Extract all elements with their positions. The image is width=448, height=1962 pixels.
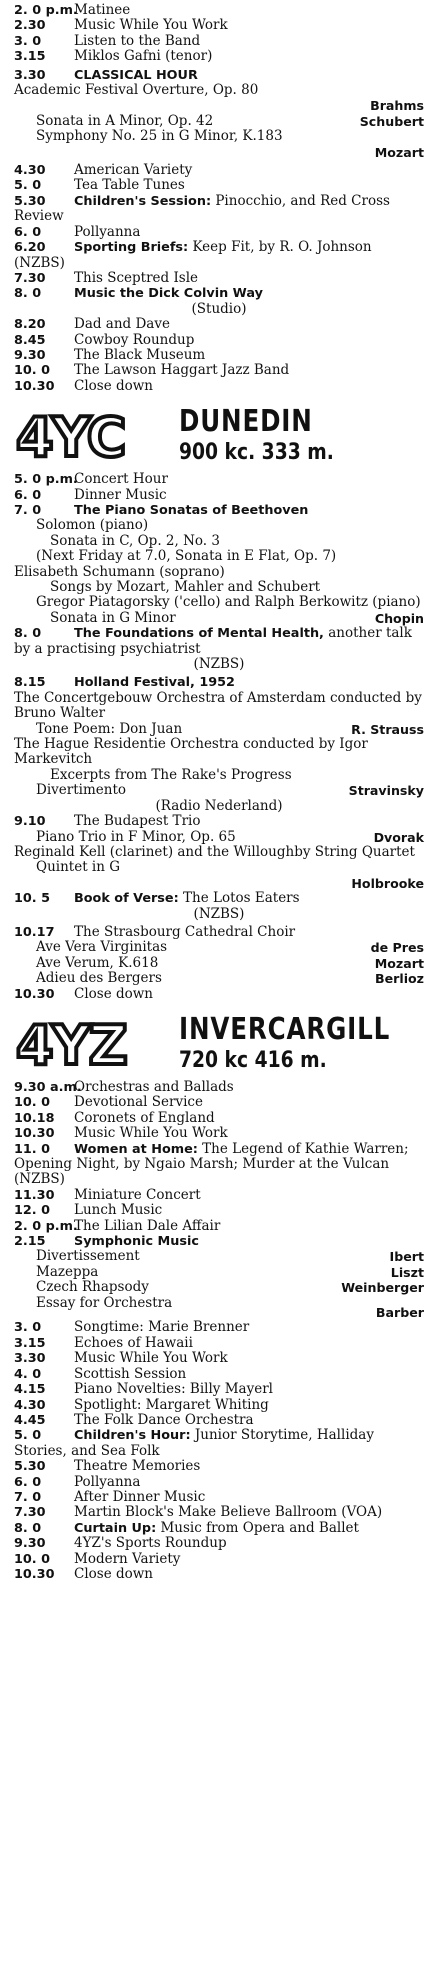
work-title: Piano Trio in F Minor, Op. 65 (36, 828, 236, 845)
programme-line: Songs by Mozart, Mahler and Schubert (50, 579, 321, 595)
listing-time: 12. 0 (14, 1203, 51, 1219)
listing-heading: The Foundations of Mental Health, (74, 626, 324, 642)
listing-time: 9.30 (14, 1536, 46, 1552)
listing-heading: Book of Verse: (74, 891, 179, 907)
work-title: Mazeppa (36, 1263, 99, 1280)
listing-title: Songtime: Marie Brenner (74, 1319, 250, 1336)
listing-title: Cowboy Roundup (74, 331, 195, 348)
listing-time: 11. 0 (14, 1141, 51, 1157)
listing-row (14, 1351, 424, 1366)
listing-row (14, 472, 424, 487)
listing-time: 10.30 (14, 986, 55, 1002)
listing-title: The Lawson Haggart Jazz Band (74, 362, 290, 379)
listing-time: 10.18 (14, 1110, 55, 1126)
listing-time: 8. 0 (14, 1520, 42, 1536)
listing-title: Pinocchio, and Red Cross Review (14, 192, 390, 225)
work-title: Academic Festival Overture, Op. 80 (14, 82, 259, 99)
listing-title: 4YZ's Sports Roundup (74, 1535, 227, 1552)
work-title: Ave Vera Virginitas (36, 939, 168, 956)
listing-row (14, 348, 424, 363)
listing-time: 2.15 (14, 1234, 46, 1250)
listing-time: 8.45 (14, 332, 46, 348)
listing-time: 10.30 (14, 1126, 55, 1142)
listing-heading: Symphonic Music (74, 1234, 199, 1250)
listing-time: 5.30 (14, 193, 46, 209)
listing-row (14, 1126, 424, 1141)
source-note: (NZBS) (193, 656, 245, 673)
listing-time: 11.30 (14, 1187, 55, 1203)
programme-line: Quintet in G (36, 859, 120, 876)
work-title: Essay for Orchestra (36, 1294, 173, 1311)
listing-time: 4.45 (14, 1412, 46, 1428)
source-note: (Studio) (191, 300, 247, 317)
listing-row (14, 18, 424, 33)
listing-row (14, 240, 424, 271)
listing-heading: Sporting Briefs: (74, 240, 189, 256)
listing-title: Keep Fit, by R. O. Johnson (NZBS) (14, 239, 372, 271)
listing-time: 2. 0 p.m. (14, 3, 78, 18)
listing-title: Matinee (74, 2, 131, 18)
listing-title: Music While You Work (74, 17, 228, 34)
listing-row (14, 1203, 424, 1218)
listing-time: 10.17 (14, 924, 55, 940)
listing-row (14, 626, 424, 657)
station-frequency: 900 kc. 333 m. (179, 440, 334, 466)
programme-line (14, 611, 424, 626)
listing-row (14, 1490, 424, 1505)
listing-title: The Black Museum (74, 346, 206, 363)
listing-row (14, 1080, 424, 1095)
listing-time: 8.15 (14, 675, 46, 691)
listing-time: 9.30 a.m. (14, 1079, 82, 1095)
listing-row (14, 379, 424, 394)
listing-title: Pollyanna (74, 1473, 141, 1490)
programme-line: The Concertgebouw Orchestra of Amsterdam conducted by Bruno Walter (14, 689, 422, 722)
listing-row (14, 503, 424, 518)
listing-heading: Children's Hour: (74, 1428, 191, 1444)
listing-time: 5. 0 p.m. (14, 472, 78, 488)
listing-time: 10. 0 (14, 363, 51, 379)
composer: Schubert (359, 113, 424, 129)
programme-line: The Hague Residentie Orchestra conducted by Igor Markevitch (14, 736, 368, 768)
listing-title: Music While You Work (74, 1350, 228, 1367)
composer: Barber (375, 1305, 424, 1321)
programme-line: (Next Friday at 7.0, Sonata in E Flat, Op. 7) (36, 548, 337, 565)
listing-row (14, 363, 424, 378)
station-city: DUNEDIN (179, 404, 313, 440)
listing-time: 3.30 (14, 1351, 46, 1367)
listing-time: 10.30 (14, 1566, 55, 1582)
listing-title: Spotlight: Margaret Whiting (74, 1396, 269, 1413)
listing-time: 9.30 (14, 347, 46, 363)
programme-line: Elisabeth Schumann (soprano) (14, 563, 225, 580)
listing-time: 7. 0 (14, 502, 42, 518)
listing-title: Modern Variety (74, 1550, 181, 1567)
listing-title: The Lilian Dale Affair (74, 1217, 221, 1234)
listing-heading: The Piano Sonatas of Beethoven (74, 502, 309, 518)
programme-line (14, 129, 424, 144)
listing-row (14, 1552, 424, 1567)
work-title: Tone Poem: Don Juan (36, 720, 183, 737)
listing-row (14, 3, 424, 18)
listing-title: Theatre Memories (74, 1458, 201, 1475)
listing-time: 3. 0 (14, 1320, 42, 1336)
work-title: Sonata in G Minor (50, 609, 176, 626)
work-title: Adieu des Bergers (36, 970, 162, 987)
listing-row (14, 488, 424, 503)
station-header-4yz (14, 1010, 424, 1080)
programme-line: Reginald Kell (clarinet) and the Willoughby String Quartet (14, 843, 415, 860)
programme-line (14, 830, 424, 845)
listing-row (14, 163, 424, 178)
station-logo (14, 406, 164, 464)
listing-row (14, 1459, 424, 1474)
listing-time: 5. 0 (14, 178, 42, 194)
programme-line (14, 956, 424, 971)
station-frequency: 720 kc 416 m. (179, 1047, 327, 1073)
programme-line (14, 1265, 424, 1280)
programme-line (14, 971, 424, 986)
listing-time: 6. 0 (14, 487, 42, 503)
listing-time: 3.15 (14, 49, 46, 65)
station-logo (14, 1014, 164, 1072)
listing-row (14, 1567, 424, 1582)
programme-line: Sonata in C, Op. 2, No. 3 (50, 532, 220, 549)
listing-title: The Lotos Eaters (178, 890, 300, 907)
listing-title: Scottish Session (74, 1365, 187, 1382)
listing-row (14, 1536, 424, 1551)
listing-time: 3.15 (14, 1335, 46, 1351)
listing-title: Miniature Concert (74, 1186, 201, 1203)
listing-time: 5. 0 (14, 1428, 42, 1444)
logo-text: 4YC (16, 406, 125, 465)
listing-row (14, 1142, 424, 1188)
listing-heading: Curtain Up: (74, 1520, 157, 1536)
listing-row (14, 1111, 424, 1126)
listing-time: 8.20 (14, 317, 46, 333)
listing-title: Echoes of Hawaii (74, 1334, 193, 1351)
composer: Brahms (370, 98, 424, 114)
composer: Mozart (374, 144, 424, 160)
listing-title: The Strasbourg Cathedral Choir (74, 923, 296, 940)
station-city: INVERCARGILL (179, 1011, 391, 1047)
radio-listings (14, 3, 424, 1582)
listing-time: 8. 0 (14, 286, 42, 302)
listing-row (14, 1336, 424, 1351)
listing-time: 2.30 (14, 18, 46, 34)
listing-row (14, 68, 424, 83)
listing-row (14, 1521, 424, 1536)
work-title: Divertissement (36, 1248, 140, 1265)
listing-title: Orchestras and Ballads (74, 1078, 234, 1095)
listing-heading: Children's Session: (74, 193, 212, 209)
listing-time: 8. 0 (14, 626, 42, 642)
listing-row (14, 34, 424, 49)
composer: Chopin (374, 610, 424, 626)
programme-line: Excerpts from The Rake's Progress (50, 766, 292, 783)
composer: Stravinsky (348, 783, 424, 799)
listing-time: 7.30 (14, 270, 46, 286)
listing-time: 2. 0 p.m. (14, 1218, 78, 1234)
listing-title: Music from Opera and Ballet (156, 1519, 359, 1536)
listing-row (14, 1398, 424, 1413)
listing-heading: CLASSICAL HOUR (74, 67, 198, 83)
composer: Weinberger (341, 1280, 424, 1296)
programme-line (14, 1249, 424, 1264)
listing-title: Close down (74, 1565, 154, 1582)
listing-title: Junior Storytime, Halliday Stories, and Sea Folk (14, 1427, 374, 1459)
listing-title: Music While You Work (74, 1125, 228, 1142)
listing-title: Miklos Gafni (tenor) (74, 48, 213, 65)
listing-row (14, 1428, 424, 1459)
listing-title: Lunch Music (74, 1202, 163, 1219)
listing-time: 10. 0 (14, 1095, 51, 1111)
station-header-4yc (14, 402, 424, 472)
listing-title: The Budapest Trio (74, 813, 201, 830)
listing-time: 4. 0 (14, 1366, 42, 1382)
listing-time: 6.20 (14, 240, 46, 256)
listing-row (14, 675, 424, 690)
listing-row (14, 1413, 424, 1428)
composer: Ibert (389, 1249, 424, 1265)
listing-time: 7. 0 (14, 1489, 42, 1505)
listing-row (14, 1095, 424, 1110)
listing-title: The Legend of Kathie Warren; Opening Night, by Ngaio Marsh; Murder at the Vulcan (NZBS) (14, 1140, 409, 1188)
listing-title: Concert Hour (74, 471, 168, 488)
listing-row (14, 1382, 424, 1397)
listing-row (14, 271, 424, 286)
work-title: Divertimento (36, 782, 126, 799)
listing-title: American Variety (74, 162, 193, 179)
listing-title: Close down (74, 377, 154, 394)
listing-time: 7.30 (14, 1505, 46, 1521)
listing-title: Coronets of England (74, 1109, 215, 1126)
listing-row (14, 925, 424, 940)
listing-row (14, 225, 424, 240)
listing-title: Dad and Dave (74, 316, 170, 333)
listing-title: Close down (74, 985, 154, 1002)
listing-row (14, 1475, 424, 1490)
listing-title: The Folk Dance Orchestra (74, 1411, 254, 1428)
work-title: Ave Verum, K.618 (36, 954, 159, 971)
programme-line: Gregor Piatagorsky ('cello) and Ralph Berkowitz (piano) (36, 594, 421, 611)
programme-line (14, 783, 424, 798)
work-title: Sonata in A Minor, Op. 42 (36, 112, 214, 129)
programme-line (14, 114, 424, 129)
listing-row (14, 1320, 424, 1335)
listing-time: 6. 0 (14, 1474, 42, 1490)
listing-time: 6. 0 (14, 224, 42, 240)
work-title: Symphony No. 25 in G Minor, K.183 (36, 128, 283, 145)
listing-time: 4.15 (14, 1382, 46, 1398)
listing-heading: Music the Dick Colvin Way (74, 286, 263, 302)
programme-line: Solomon (piano) (36, 517, 149, 534)
listing-row (14, 333, 424, 348)
listing-row (14, 1505, 424, 1520)
composer: Holbrooke (351, 875, 424, 891)
listing-row (14, 49, 424, 64)
listing-row (14, 1367, 424, 1382)
listing-row (14, 987, 424, 1002)
listing-time: 9.10 (14, 814, 46, 830)
programme-line (14, 940, 424, 955)
composer: R. Strauss (351, 721, 424, 737)
listing-title: Dinner Music (74, 486, 167, 503)
source-note: (NZBS) (193, 905, 245, 922)
composer: Liszt (390, 1264, 424, 1280)
listing-title: Pollyanna (74, 223, 141, 240)
listing-row (14, 286, 424, 301)
composer: Mozart (374, 955, 424, 971)
programme-line (14, 722, 424, 737)
listing-title: another talk by a practising psychiatrist (14, 625, 412, 657)
listing-row (14, 317, 424, 332)
work-title: Czech Rhapsody (36, 1279, 149, 1296)
listing-title: Martin Block's Make Believe Ballroom (VOA) (74, 1504, 383, 1521)
listing-title: Piano Novelties: Billy Mayerl (74, 1381, 273, 1398)
listing-title: After Dinner Music (74, 1488, 206, 1505)
listing-row (14, 178, 424, 193)
programme-line (14, 83, 424, 98)
listing-title: Tea Table Tunes (74, 177, 185, 194)
listing-time: 10.30 (14, 378, 55, 394)
listing-time: 3.30 (14, 67, 46, 83)
listing-heading: Women at Home: (74, 1141, 198, 1157)
listing-row (14, 194, 424, 225)
programme-line (14, 1280, 424, 1295)
listing-heading: Holland Festival, 1952 (74, 675, 235, 691)
listing-time: 4.30 (14, 163, 46, 179)
listing-row (14, 814, 424, 829)
listing-row (14, 1188, 424, 1203)
listing-row (14, 1219, 424, 1234)
listing-title: Devotional Service (74, 1094, 203, 1111)
logo-text: 4YZ (16, 1013, 126, 1072)
listing-title: Listen to the Band (74, 32, 201, 49)
listing-time: 10. 5 (14, 891, 51, 907)
listing-row (14, 1234, 424, 1249)
listing-time: 4.30 (14, 1397, 46, 1413)
listing-time: 3. 0 (14, 33, 42, 49)
listing-row (14, 891, 424, 906)
listing-time: 5.30 (14, 1459, 46, 1475)
listing-title: This Sceptred Isle (74, 269, 199, 286)
composer: Berlioz (375, 971, 424, 987)
composer: Dvorak (373, 829, 424, 845)
listing-time: 10. 0 (14, 1551, 51, 1567)
source-note: (Radio Nederland) (155, 797, 283, 814)
composer: de Pres (370, 940, 424, 956)
